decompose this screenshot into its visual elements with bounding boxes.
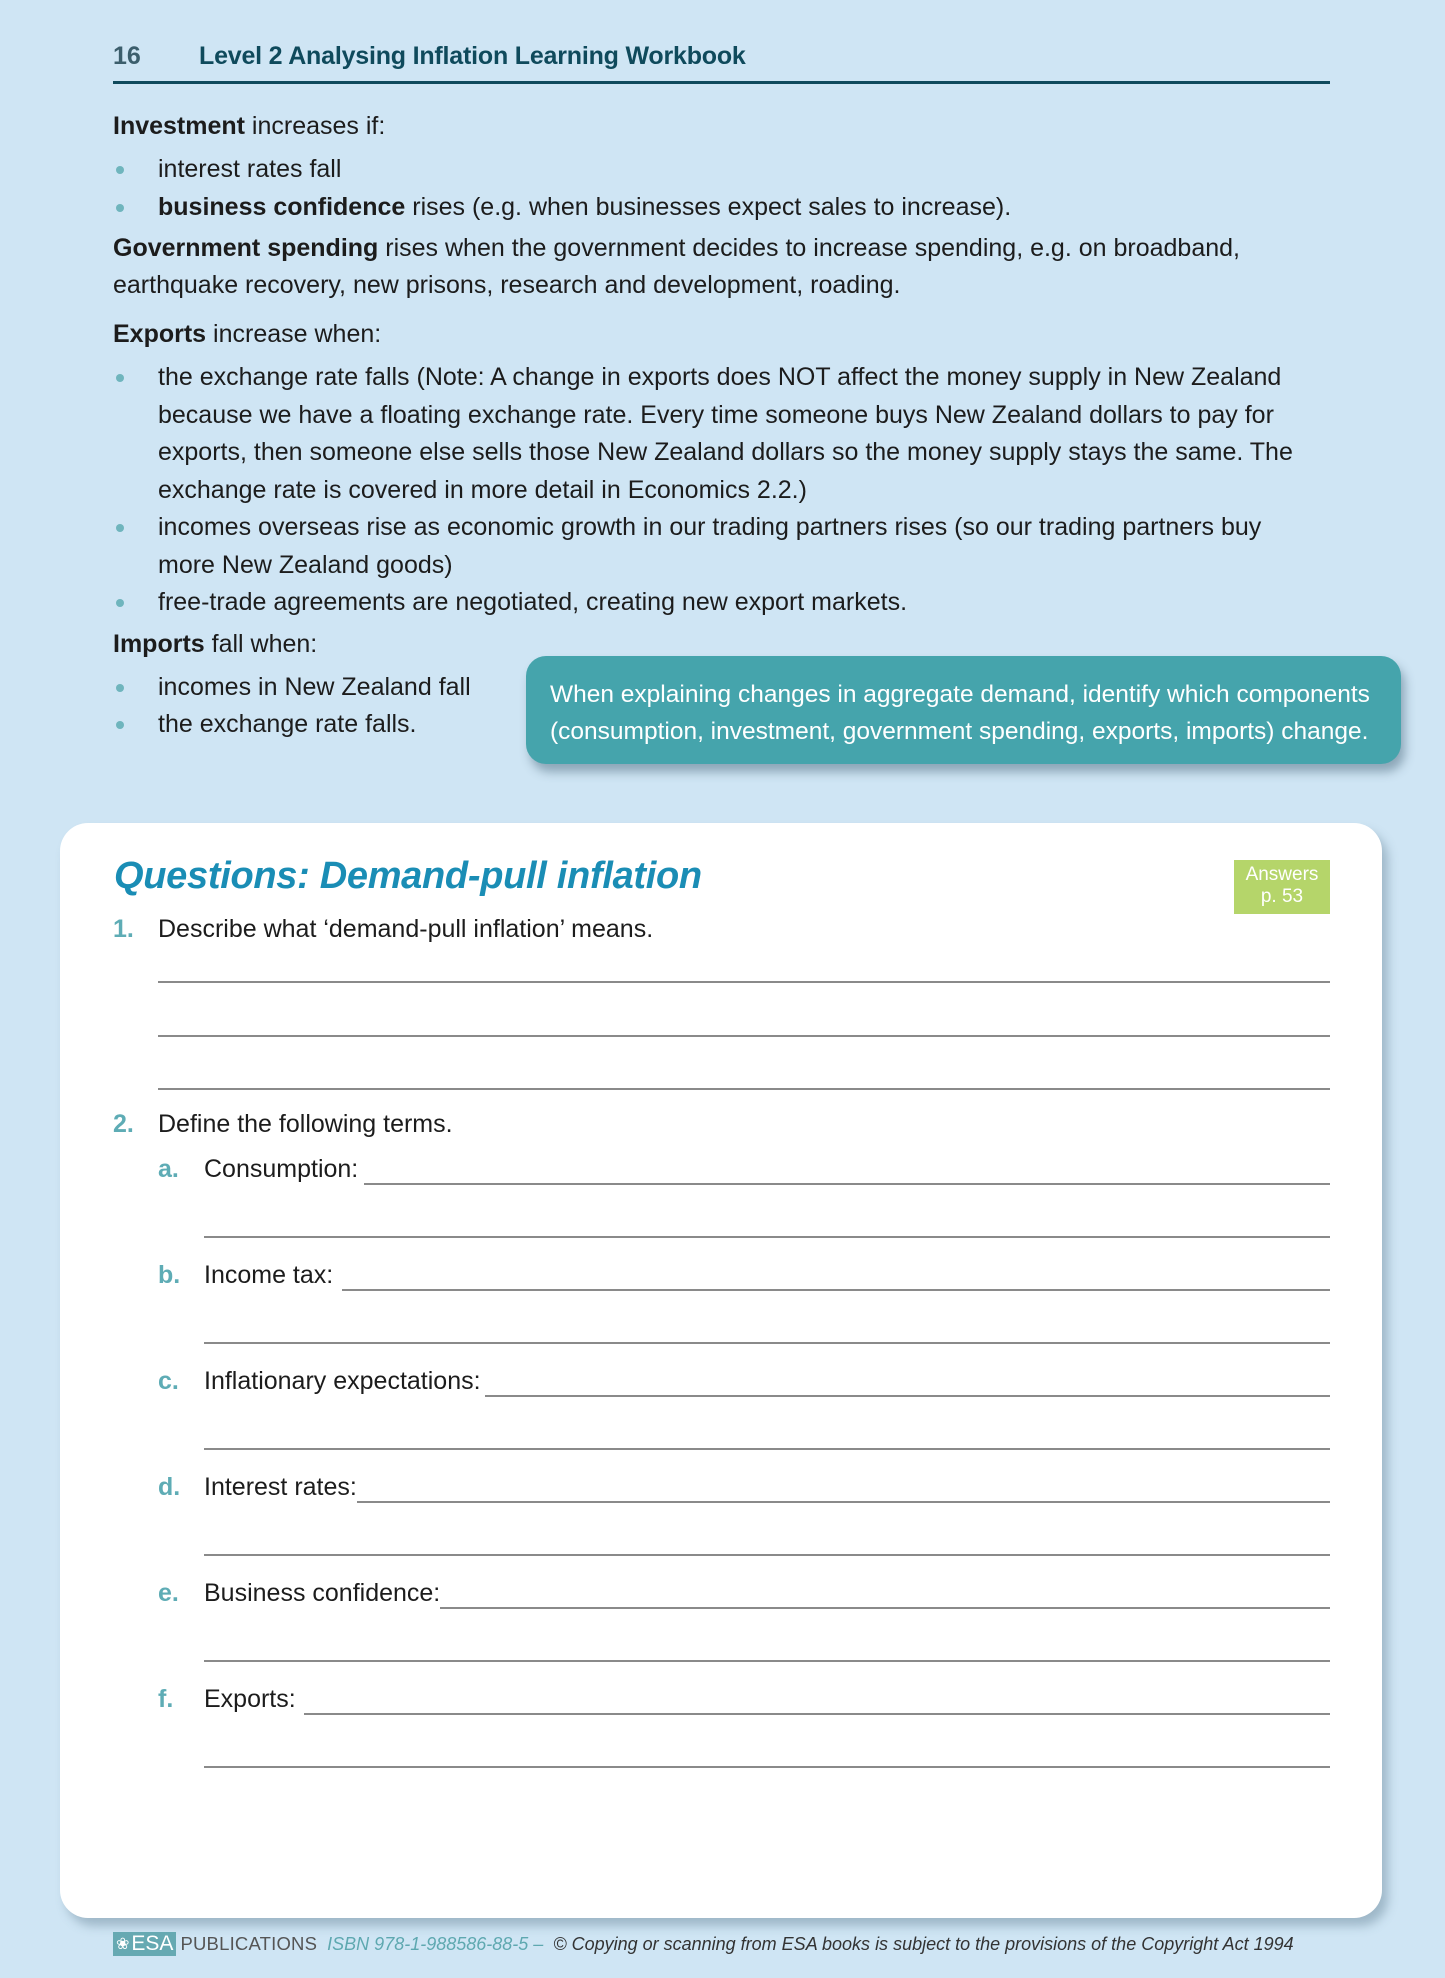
term-label: Income tax: — [204, 1261, 334, 1289]
answer-line[interactable] — [158, 1088, 1330, 1090]
question-number: 2. — [113, 1110, 134, 1138]
answer-line[interactable] — [204, 1554, 1330, 1556]
questions-title: Questions: Demand-pull inflation — [114, 855, 702, 897]
question-1 — [113, 915, 653, 944]
term-label: Consumption: — [204, 1155, 359, 1183]
questions-card — [60, 823, 1382, 1918]
page-footer — [113, 1932, 1294, 1956]
question-text: Define the following terms. — [158, 1110, 453, 1138]
answer-line[interactable] — [364, 1183, 1330, 1185]
exports-list — [113, 359, 1343, 622]
answer-line[interactable] — [158, 1035, 1330, 1037]
term-label: Inflationary expectations: — [204, 1367, 481, 1395]
term-item-f: f. Exports: — [158, 1685, 296, 1713]
page-number: 16 — [113, 42, 141, 70]
isbn: ISBN 978-1-988586-88-5 – — [327, 1933, 544, 1954]
term-item-e: e. Business confidence: — [158, 1579, 441, 1607]
answer-line[interactable] — [304, 1713, 1330, 1715]
list-item: interest rates fall — [113, 151, 1353, 189]
term-item-a: a. Consumption: — [158, 1155, 359, 1183]
term-label: Business confidence: — [204, 1579, 441, 1607]
list-item: free-trade agreements are negotiated, creating new export markets. — [113, 584, 1343, 622]
answer-line[interactable] — [204, 1660, 1330, 1662]
answer-line[interactable] — [204, 1236, 1330, 1238]
answer-line[interactable] — [158, 981, 1330, 983]
investment-list — [113, 151, 1353, 226]
government-paragraph: Government spending rises when the government decides to increase spending, e.g. on broadband, earthquake recovery, new prisons, research and development, roading. — [113, 234, 1240, 299]
term-label: Exports: — [204, 1685, 296, 1713]
leaf-icon: ❀ — [116, 1936, 130, 1953]
term-item-d: d. Interest rates: — [158, 1473, 357, 1501]
answers-badge: Answers p. 53 — [1234, 860, 1330, 914]
question-text: Describe what ‘demand-pull inflation’ means. — [158, 915, 654, 943]
answer-line[interactable] — [342, 1289, 1330, 1291]
question-number: 1. — [113, 915, 134, 943]
answer-line[interactable] — [485, 1395, 1330, 1397]
investment-heading: Investment increases if: — [113, 112, 386, 140]
page-header — [113, 32, 1330, 84]
term-label: Interest rates: — [204, 1473, 357, 1501]
copyright-notice: © Copying or scanning from ESA books is subject to the provisions of the Copyright Act 1994 — [553, 1933, 1294, 1954]
imports-heading: Imports fall when: — [113, 629, 318, 658]
answer-line[interactable] — [204, 1448, 1330, 1450]
term-item-b: b. Income tax: — [158, 1261, 334, 1289]
workbook-title: Level 2 Analysing Inflation Learning Workbook — [199, 42, 746, 70]
content-body — [113, 108, 1353, 748]
list-item: incomes overseas rise as economic growth in our trading partners rises (so our trading partners buy more New Zealand goods) — [113, 509, 1323, 584]
list-item: the exchange rate falls (Note: A change in exports does NOT affect the money supply in New Zealand because we have a floating exchange rate. Every time someone buys New Zealand dollars to pay for exports, then someone else sells those New Zealand dollars so the money supply stays the same. The exchange rate is covered in more detail in Economics 2.2.) — [113, 359, 1343, 509]
list-item: business confidence rises (e.g. when businesses expect sales to increase). — [113, 189, 1353, 227]
tip-text: When explaining changes in aggregate demand, identify which components (consumption, investment, government spending, exports, imports) change. — [550, 681, 1370, 745]
list-item: incomes in New Zealand fall — [113, 669, 1353, 707]
tip-callout — [526, 656, 1401, 764]
term-item-c: c. Inflationary expectations: — [158, 1367, 481, 1395]
answer-line[interactable] — [357, 1501, 1330, 1503]
publisher-name: PUBLICATIONS — [180, 1933, 318, 1954]
exports-heading: Exports increase when: — [113, 320, 382, 348]
esa-logo: ❀ ESA — [113, 1932, 176, 1956]
answer-line[interactable] — [440, 1607, 1330, 1609]
question-2 — [113, 1110, 453, 1139]
answer-line[interactable] — [204, 1342, 1330, 1344]
list-item: the exchange rate falls. — [113, 706, 1353, 744]
answer-line[interactable] — [204, 1766, 1330, 1768]
